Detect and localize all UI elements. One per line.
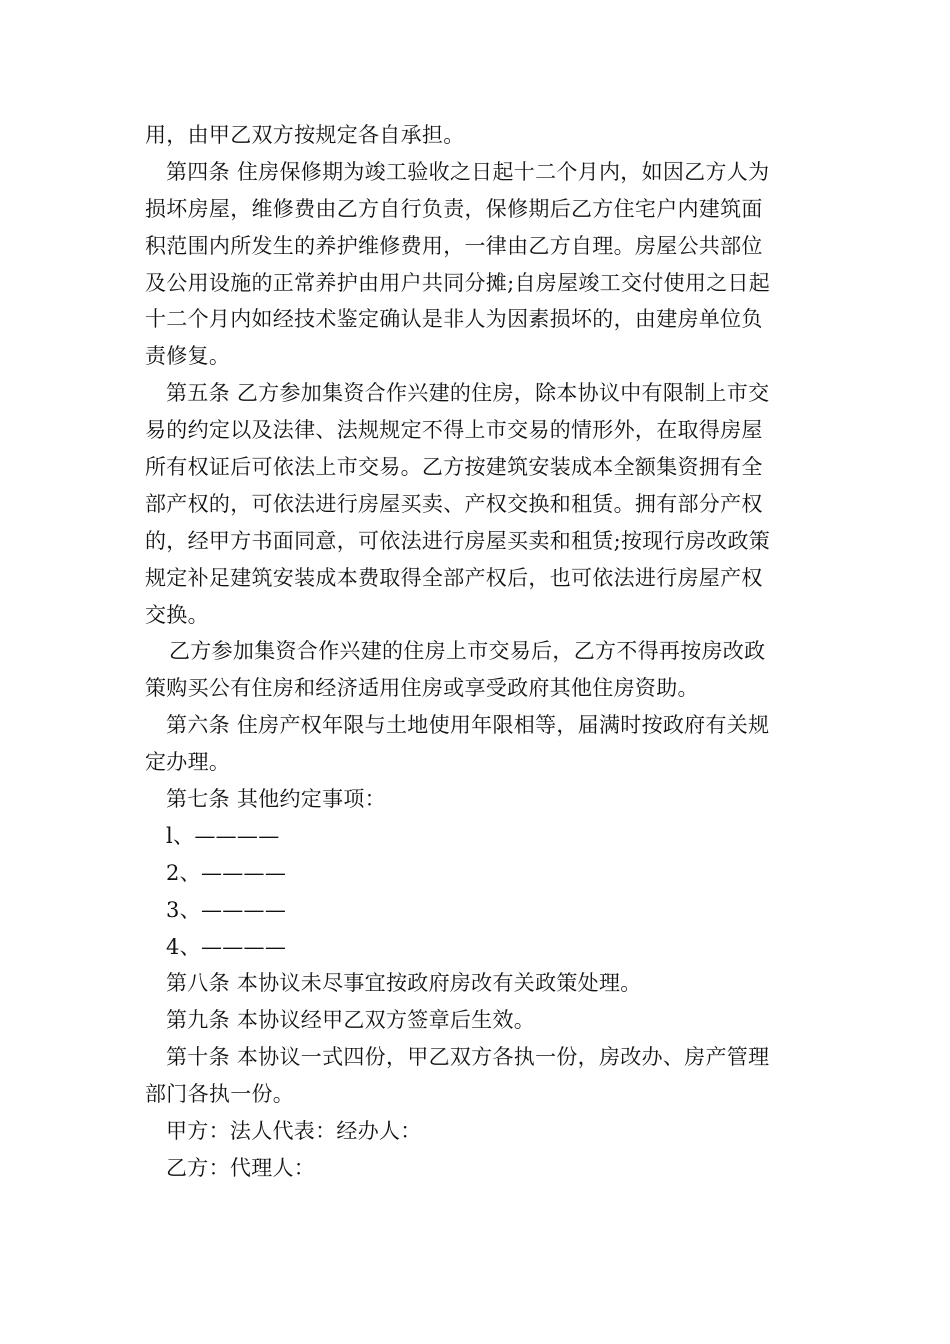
text-line: 所有权证后可依法上市交易。乙方按建筑安装成本全额集资拥有全 [145,455,763,480]
text-line: 及公用设施的正常养护由用户共同分摊;自房屋竣工交付使用之日起 [145,270,771,295]
text-line: 十二个月内如经技术鉴定确认是非人为因素损坏的，由建房单位负 [145,307,763,332]
text-line: 4、———— [166,934,287,959]
text-line: 第九条 本协议经甲乙双方签章后生效。 [166,1008,536,1033]
text-line: 部产权的，可依法进行房屋买卖、产权交换和租赁。拥有部分产权 [145,491,763,516]
text-line: 积范围内所发生的养护维修费用，一律由乙方自理。房屋公共部位 [145,233,763,258]
text-line: 定办理。 [145,750,231,775]
text-line: 第四条 住房保修期为竣工验收之日起十二个月内，如因乙方人为 [166,159,770,184]
text-line: 部门各执一份。 [145,1082,295,1107]
text-line: 第八条 本协议未尽事宜按政府房改有关政策处理。 [166,971,642,996]
text-line: 3、———— [166,897,287,922]
text-line: 2、———— [166,860,287,885]
text-line: 损坏房屋，维修费由乙方自行负责，保修期后乙方住宅户内建筑面 [145,196,763,221]
text-line: 策购买公有住房和经济适用住房或享受政府其他住房资助。 [145,676,699,701]
text-line: l、———— [166,823,280,848]
text-line: 第十条 本协议一式四份，甲乙双方各执一份，房改办、房产管理 [166,1045,770,1070]
text-line: 第六条 住房产权年限与土地使用年限相等，届满时按政府有关规 [166,713,770,738]
text-line: 交换。 [145,602,209,627]
text-line: 的，经甲方书面同意，可依法进行房屋买卖和租赁;按现行房改政策 [145,528,771,553]
text-line: 第五条 乙方参加集资合作兴建的住房，除本协议中有限制上市交 [166,381,770,406]
text-line: 第七条 其他约定事项： [166,787,386,812]
text-line: 易的约定以及法律、法规规定不得上市交易的情形外，在取得房屋 [145,418,763,443]
text-line: 责修复。 [145,344,231,369]
text-line: 规定补足建筑安装成本费取得全部产权后，也可依法进行房屋产权 [145,565,763,590]
text-line: 用，由甲乙双方按规定各自承担。 [145,123,465,147]
text-line: 乙方参加集资合作兴建的住房上市交易后，乙方不得再按房改政 [169,639,766,664]
text-line: 乙方：代理人： [166,1155,316,1180]
text-line: 甲方：法人代表：经办人： [166,1119,422,1144]
document-body [145,117,807,1187]
